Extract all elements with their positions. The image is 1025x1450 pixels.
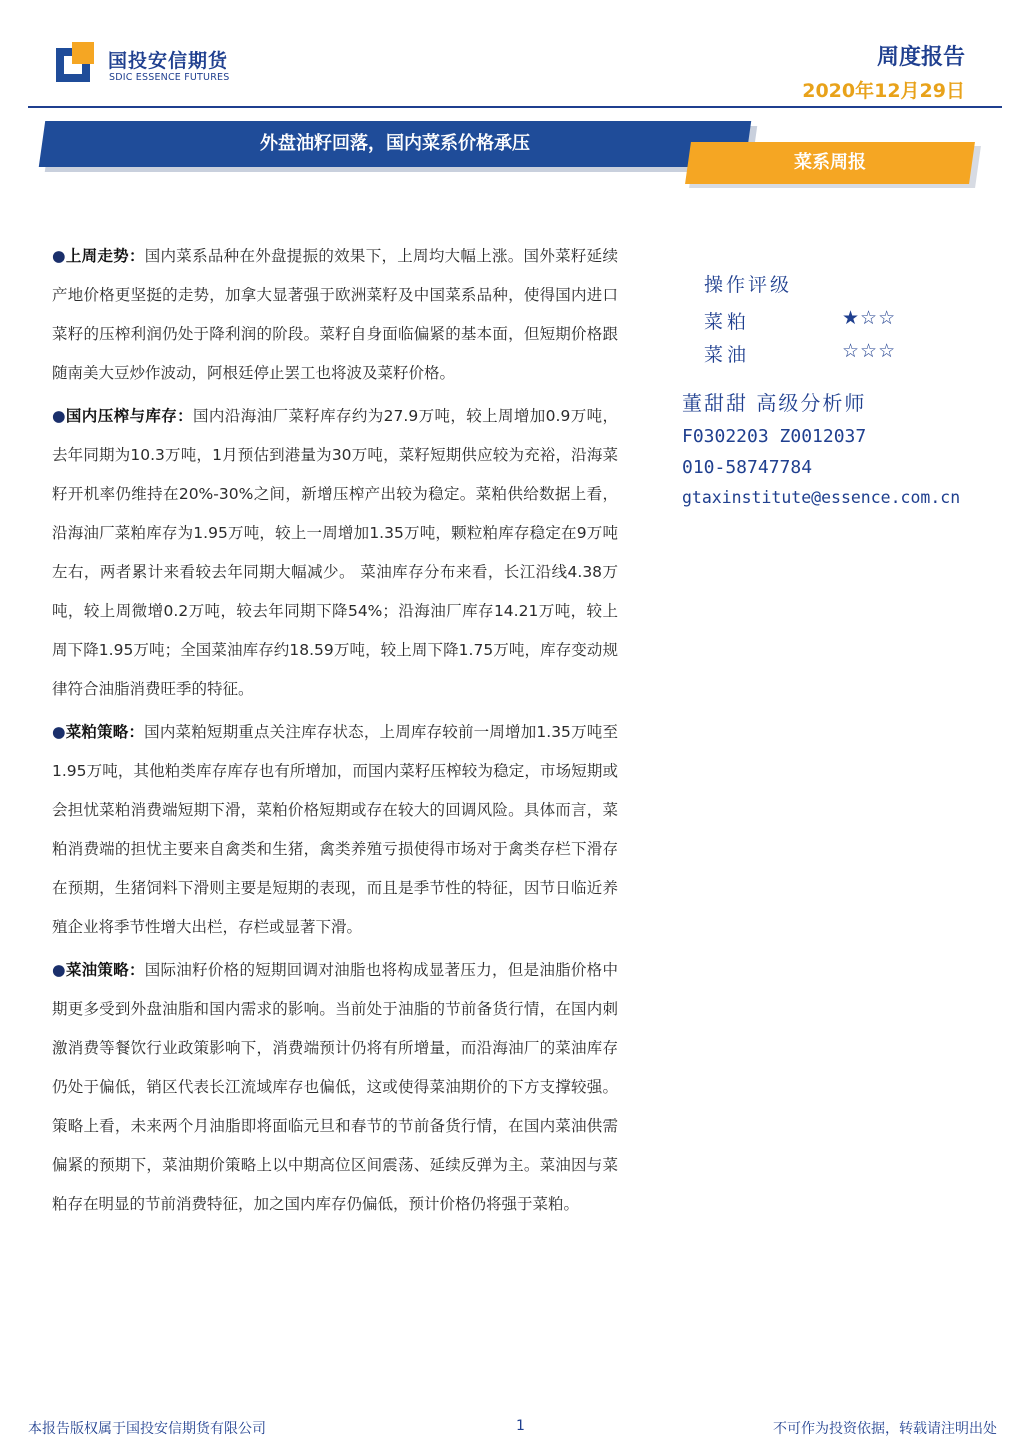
section-text: 国内沿海油厂菜籽库存约为27.9万吨，较上周增加0.9万吨，去年同期为10.3万吨，1月预估到港量为30万吨，菜籽短期供应较为充裕，沿海菜籽开机率仍维持在20%-30%之间，新增压榨产出较为稳定。菜粕供给数据上看，沿海油厂菜粕库存为1.95万吨，较上一周增加1.35万吨，颗粒粕库存稳定在9万吨左右，两者累计来看较去年同期大幅减少。 菜油库存分布来看，长江沿线4.38万吨，较上周微增0.2万吨，较去年同期下降54%；沿海油厂库存14.21万吨，较上周下降1.95万吨；全国菜油库存约18.59万吨，较上周下降1.75万吨，库存变动规律符合油脂消费旺季的特征。	[52, 407, 618, 698]
bullet-icon: ●	[52, 407, 66, 425]
section-heading: 上周走势：	[65, 247, 145, 265]
section-text: 国内菜粕短期重点关注库存状态，上周库存较前一周增加1.35万吨至1.95万吨，其他粕类库存库存也有所增加，而国内菜籽压榨较为稳定，市场短期或会担忧菜粕消费端短期下滑，菜粕价格短期或存在较大的回调风险。具体而言，菜粕消费端的担忧主要来自禽类和生猪，禽类养殖亏损使得市场对于禽类存栏下滑存在预期，生猪饲料下滑则主要是短期的表现，而且是季节性的特征，因节日临近养殖企业将季节性增大出栏，存栏或显著下滑。	[52, 723, 618, 936]
bullet-icon: ●	[52, 247, 66, 265]
section-meal-strategy	[52, 713, 618, 947]
logo-chinese-name: 国投安信期货	[108, 50, 229, 72]
company-logo	[56, 42, 256, 92]
star-rating-icon: ★☆☆	[842, 307, 897, 329]
section-crush-inventory	[52, 397, 618, 709]
rating-name: 菜粕	[704, 311, 751, 333]
analyst-phone: 010-58747784	[682, 457, 813, 478]
bullet-icon: ●	[52, 723, 66, 741]
analyst-license: F0302203 Z0012037	[682, 426, 867, 447]
analyst-name: 董甜甜 高级分析师	[682, 391, 867, 415]
section-oil-strategy	[52, 951, 618, 1224]
report-title: 外盘油籽回落，国内菜系价格承压	[260, 133, 530, 154]
report-type: 周度报告	[876, 45, 965, 70]
rating-row-rapeseed-meal	[704, 307, 1002, 340]
section-heading: 国内压榨与库存：	[65, 407, 194, 425]
analyst-email[interactable]: gtaxinstitute@essence.com.cn	[682, 488, 961, 507]
section-text: 国内菜系品种在外盘提振的效果下，上周均大幅上涨。国外菜籽延续产地价格更坚挺的走势，加拿大显著强于欧洲菜籽及中国菜系品种，使得国内进口菜籽的压榨利润仍处于降利润的阶段。菜籽自身面临偏紧的基本面，但短期价格跟随南美大豆炒作波动，阿根廷停止罢工也将波及菜籽价格。	[52, 247, 618, 382]
logo-english-name: SDIC ESSENCE FUTURES	[109, 72, 230, 83]
section-text: 国际油籽价格的短期回调对油脂也将构成显著压力，但是油脂价格中期更多受到外盘油脂和国内需求的影响。当前处于油脂的节前备货行情，在国内刺激消费等餐饮行业政策影响下，消费端预计仍将有所增量，而沿海油厂的菜油库存仍处于偏低，销区代表长江流域库存也偏低，这或使得菜油期价的下方支撑较强。策略上看，未来两个月油脂即将面临元旦和春节的节前备货行情，在国内菜油供需偏紧的预期下，菜油期价策略上以中期高位区间震荡、延续反弹为主。菜油因与菜粕存在明显的节前消费特征，加之国内库存仍偏低，预计价格仍将强于菜粕。	[52, 961, 618, 1213]
rating-name: 菜油	[704, 344, 751, 366]
bullet-icon: ●	[52, 961, 66, 979]
page-number: 1	[516, 1418, 525, 1434]
category-tag-label: 菜系周报	[794, 152, 866, 173]
report-date: 2020年12月29日	[802, 80, 965, 102]
report-body	[52, 237, 618, 1228]
section-weekly-trend	[52, 237, 618, 393]
header-divider	[28, 106, 1002, 108]
star-rating-icon: ☆☆☆	[842, 340, 897, 362]
footer-copyright: 本报告版权属于国投安信期货有限公司	[28, 1421, 266, 1437]
logo-mark-icon	[56, 42, 100, 86]
footer-disclaimer: 不可作为投资依据，转载请注明出处	[773, 1421, 997, 1437]
rating-title: 操作评级	[704, 274, 793, 296]
section-heading: 菜粕策略：	[65, 723, 145, 741]
section-heading: 菜油策略：	[65, 961, 145, 979]
rating-row-rapeseed-oil	[704, 340, 1002, 373]
sidebar	[682, 270, 1002, 507]
